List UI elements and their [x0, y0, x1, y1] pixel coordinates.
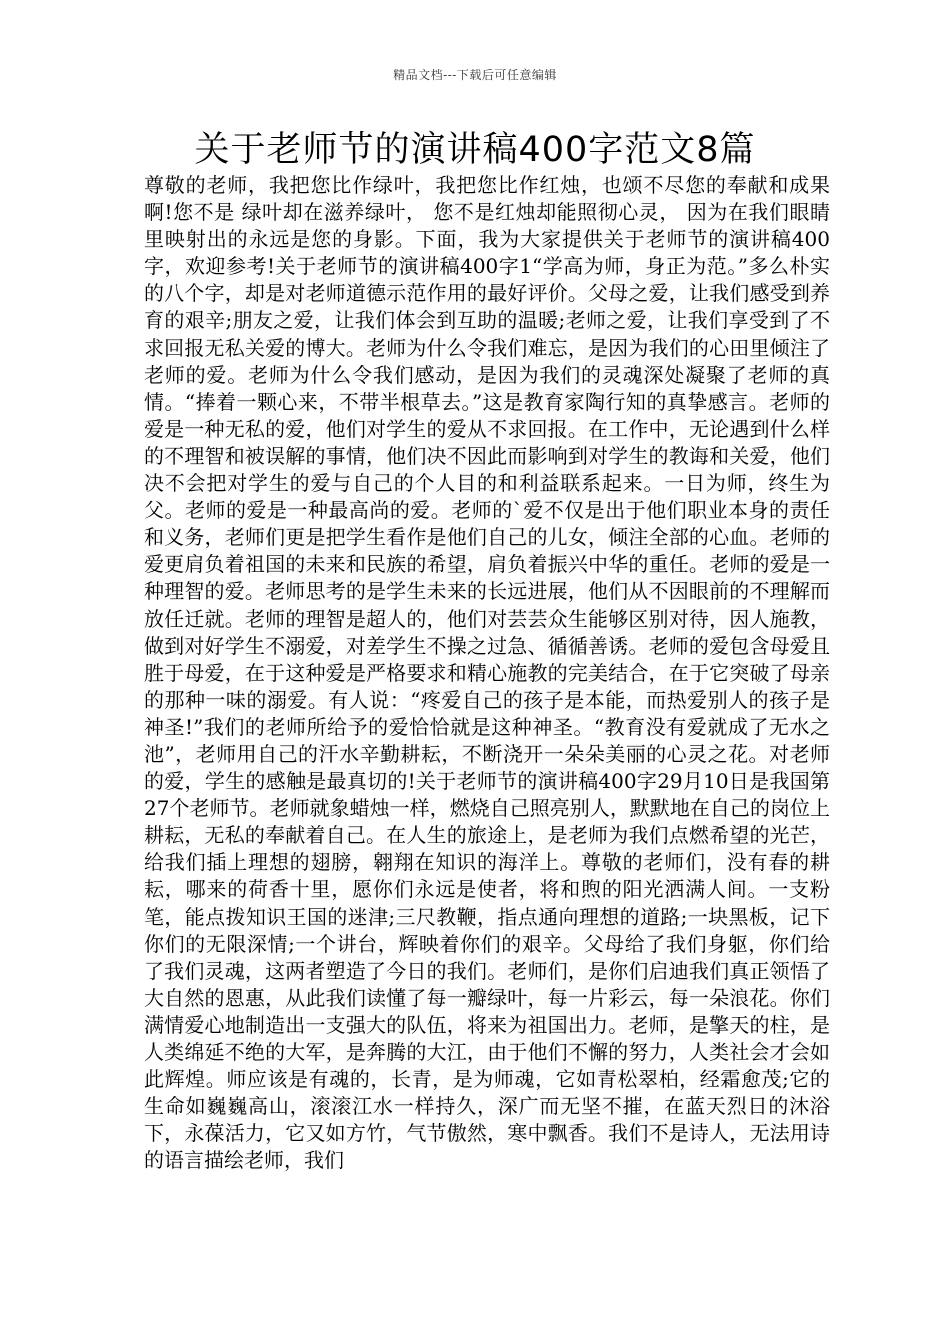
document-title: 关于老师节的演讲稿400字范文8篇 [194, 130, 756, 170]
document-body: 尊敬的老师，我把您比作绿叶，我把您比作红烛，也颂不尽您的奉献和成果啊!您不是 绿叶却在滋养绿叶， 您不是红烛却能照彻心灵， 因为在我们眼睛里映射出的永远是您的身影。下面，我为大家提供关于老师节的演讲稿400字，欢迎参考!关于老师节的演讲稿400字1“学高为师，身正为范。”多么朴实的八个字，却是对老师道德示范作用的最好评价。父母之爱，让我们感受到养育的艰辛;朋友之爱，让我们体会到互助的温暖;老师之爱，让我们享受到了不求回报无私关爱的博大。老师为什么令我们难忘，是因为我们的心田里倾注了老师的爱。老师为什么令我们感动，是因为我们的灵魂深处凝聚了老师的真情。“捧着一颗心来，不带半根草去。”这是教育家陶行知的真挚感言。老师的爱是一种无私的爱，他们对学生的爱从不求回报。在工作中，无论遇到什么样的不理智和被误解的事情，他们决不因此而影响到对学生的教诲和关爱，他们决不会把对学生的爱与自己的个人目的和利益联系起来。一日为师，终生为父。老师的爱是一种最高尚的爱。老师的`爱不仅是出于他们职业本身的责任和义务，老师们更是把学生看作是他们自己的儿女，倾注全部的心血。老师的爱更肩负着祖国的未来和民族的希望，肩负着振兴中华的重任。老师的爱是一种理智的爱。老师思考的是学生未来的长远进展，他们从不因眼前的不理解而放任迁就。老师的理智是超人的，他们对芸芸众生能够区别对待，因人施教，做到对好学生不溺爱，对差学生不操之过急、循循善诱。老师的爱包含母爱且胜于母爱，在于这种爱是严格要求和精心施教的完美结合，在于它突破了母亲的那种一味的溺爱。有人说：“疼爱自己的孩子是本能，而热爱别人的孩子是神圣!”我们的老师所给予的爱恰恰就是这种神圣。“教育没有爱就成了无水之池”，老师用自己的汗水辛勤耕耘，不断浇开一朵朵美丽的心灵之花。对老师的爱，学生的感触是最真切的!关于老师节的演讲稿400字29月10日是我国第27个老师节。老师就象蜡烛一样，燃烧自己照亮别人，默默地在自己的岗位上耕耘，无私的奉献着自己。在人生的旅途上，是老师为我们点燃希望的光芒，给我们插上理想的翅膀，翱翔在知识的海洋上。尊敬的老师们，没有春的耕耘，哪来的荷香十里，愿你们永远是使者，将和煦的阳光洒满人间。一支粉笔，能点拨知识王国的迷津;三尺教鞭，指点通向理想的道路;一块黑板，记下你们的无限深情;一个讲台，辉映着你们的艰辛。父母给了我们身躯，你们给了我们灵魂，这两者塑造了今日的我们。老师们，是你们启迪我们真正领悟了大自然的恩惠，从此我们读懂了每一瓣绿叶，每一片彩云，每一朵浪花。你们满情爱心地制造出一支强大的队伍，将来为祖国出力。老师，是擎天的柱，是人类绵延不绝的大军，是奔腾的大江，由于他们不懈的努力，人类社会才会如此辉煌。师应该是有魂的，长青，是为师魂，它如青松翠柏，经霜愈茂;它的生命如巍巍高山，滚滚江水一样持久，深广而无坚不摧，在蓝天烈日的沐浴下，永葆活力，它又如方竹，气节傲然，寒中飘香。我们不是诗人，无法用诗的语言描绘老师，我们 [144, 173, 830, 1173]
header-note: 精品文档---下载后可任意编辑 [393, 68, 557, 82]
